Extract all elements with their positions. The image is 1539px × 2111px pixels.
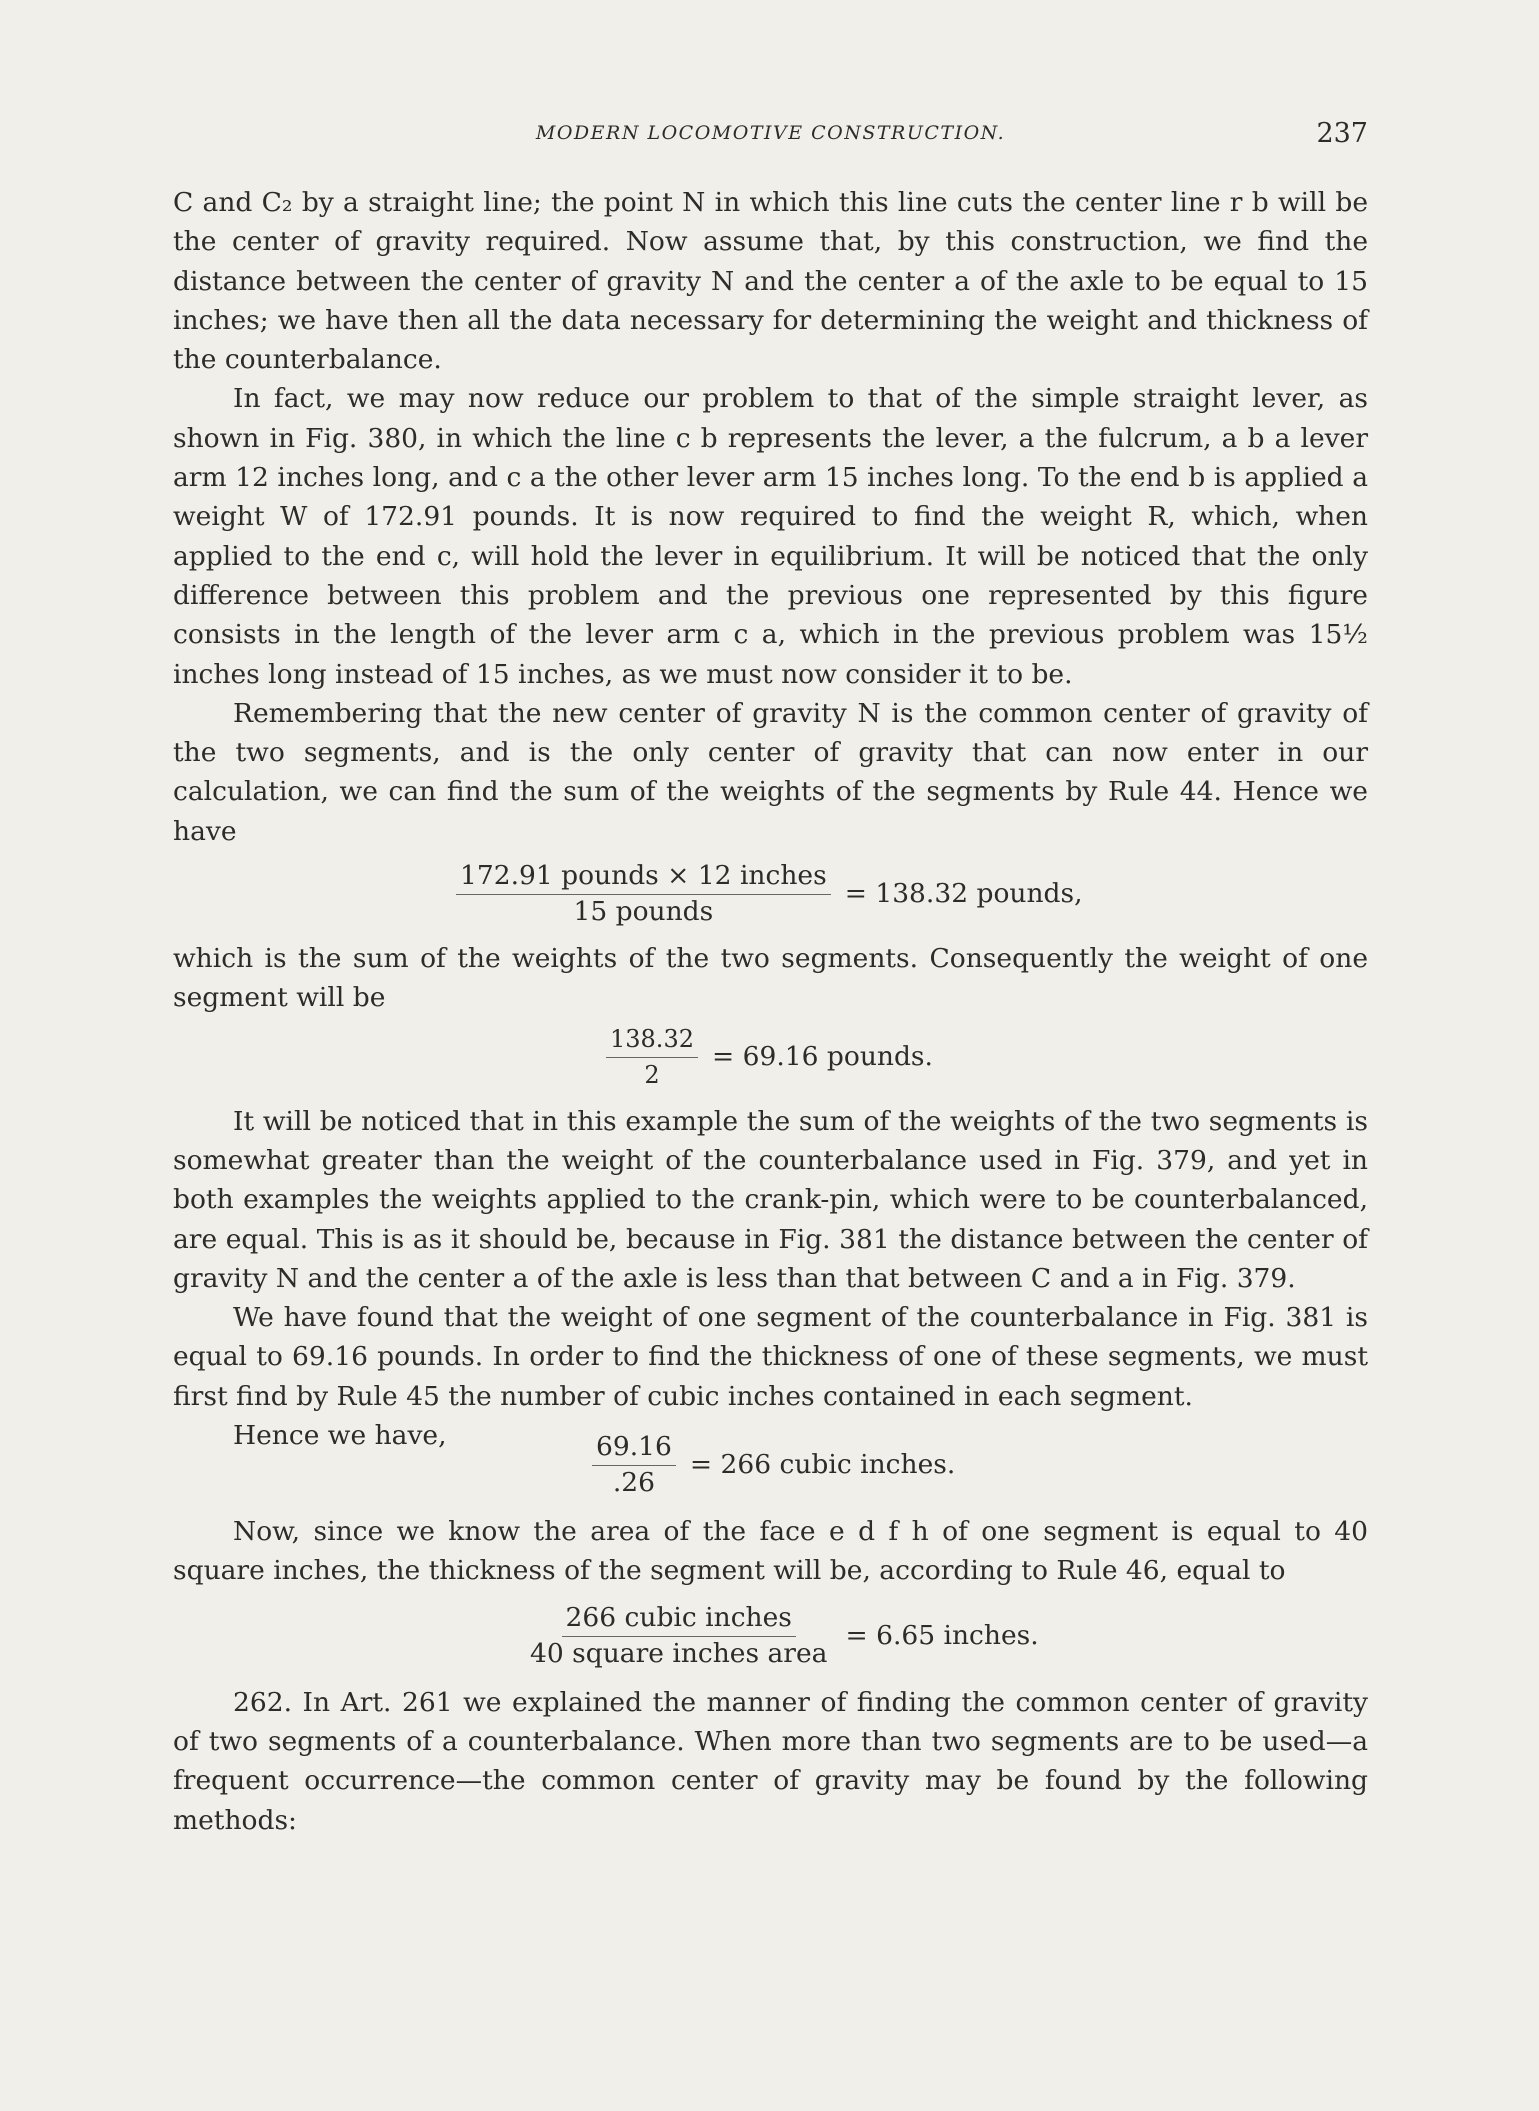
paragraph: C and C₂ by a straight line; the point N in which this line cuts the center line r b will be the center of gravity required. Now assume that, by this construction, we find the distance between the center of gravity N and the center a of the axle to be equal to 15 inches; we have then all the data necessary for determining the weight and thickness of the counterbalance. bbox=[173, 187, 1368, 376]
paragraph-article-262: 262. In Art. 261 we explained the manner of finding the common center of gravity of two segments of a counterbalance. When more than two segments are to be used—a frequent occurrence—the common center of gravity may be found by the following methods: bbox=[173, 1686, 1368, 1836]
equation-cubic-inches bbox=[592, 1430, 955, 1500]
equation-result: = 69.16 pounds. bbox=[711, 1040, 933, 1072]
equation-sum-of-weights bbox=[456, 859, 1368, 929]
fraction bbox=[592, 1430, 676, 1500]
fraction bbox=[606, 1022, 698, 1092]
denominator: .26 bbox=[612, 1467, 656, 1499]
equation-thickness bbox=[526, 1601, 1368, 1671]
equation-row-cubic-inches bbox=[173, 1416, 1368, 1500]
paragraph: It will be noticed that in this example the sum of the weights of the two segments is somewhat greater than the weight of the counterbalance used in Fig. 379, and yet in both examples the weights applied to the crank-pin, which were to be counterbalanced, are equal. This is as it should be, because in Fig. 381 the distance between the center of gravity N and the center a of the axle is less than that between C and a in Fig. 379. bbox=[173, 1105, 1368, 1294]
paragraph: which is the sum of the weights of the two segments. Consequently the weight of one segment will be bbox=[173, 943, 1368, 1014]
equation-result: = 6.65 inches. bbox=[845, 1619, 1039, 1651]
denominator: 40 square inches area bbox=[530, 1637, 828, 1669]
paragraph: We have found that the weight of one segment of the counterbalance in Fig. 381 is equal to 69.16 pounds. In order to find the thickness of one of these segments, we must first find by Rule 45 the number of cubic inches contained in each segment. bbox=[173, 1302, 1368, 1412]
body-text bbox=[173, 183, 1368, 1840]
numerator: 172.91 pounds × 12 inches bbox=[456, 859, 831, 895]
numerator: 69.16 bbox=[592, 1430, 676, 1466]
numerator: 266 cubic inches bbox=[562, 1601, 796, 1637]
equation-result: = 138.32 pounds, bbox=[844, 878, 1083, 910]
denominator: 15 pounds bbox=[573, 896, 714, 928]
paragraph: Now, since we know the area of the face e d f h of one segment is equal to 40 square inches, the thickness of the segment will be, according to Rule 46, equal to bbox=[173, 1516, 1368, 1587]
page-number: 237 bbox=[1316, 118, 1368, 149]
fraction bbox=[526, 1601, 831, 1671]
paragraph-lead: Hence we have, bbox=[233, 1420, 447, 1452]
paragraph: Remembering that the new center of gravity N is the common center of gravity of the two segments, and is the only center of gravity that can now enter in our calculation, we can find the sum of the weights of the segments by Rule 44. Hence we have bbox=[173, 697, 1368, 847]
fraction bbox=[456, 859, 831, 929]
page-header bbox=[173, 118, 1368, 162]
equation-segment-weight bbox=[606, 1022, 1368, 1092]
denominator: 2 bbox=[644, 1060, 660, 1089]
running-title: MODERN LOCOMOTIVE CONSTRUCTION. bbox=[535, 122, 1006, 144]
numerator: 138.32 bbox=[606, 1022, 698, 1058]
paragraph: In fact, we may now reduce our problem to that of the simple straight lever, as shown in Fig. 380, in which the line c b represents the lever, a the fulcrum, a b a lever arm 12 inches long, and c a the other lever arm 15 inches long. To the end b is applied a weight W of 172.91 pounds. It is now required to find the weight R, which, when applied to the end c, will hold the lever in equilibrium. It will be noticed that the only difference between this problem and the previous one represented by this figure consists in the length of the lever arm c a, which in the previous problem was 15½ inches long instead of 15 inches, as we must now consider it to be. bbox=[173, 383, 1368, 690]
equation-result: = 266 cubic inches. bbox=[689, 1449, 956, 1481]
